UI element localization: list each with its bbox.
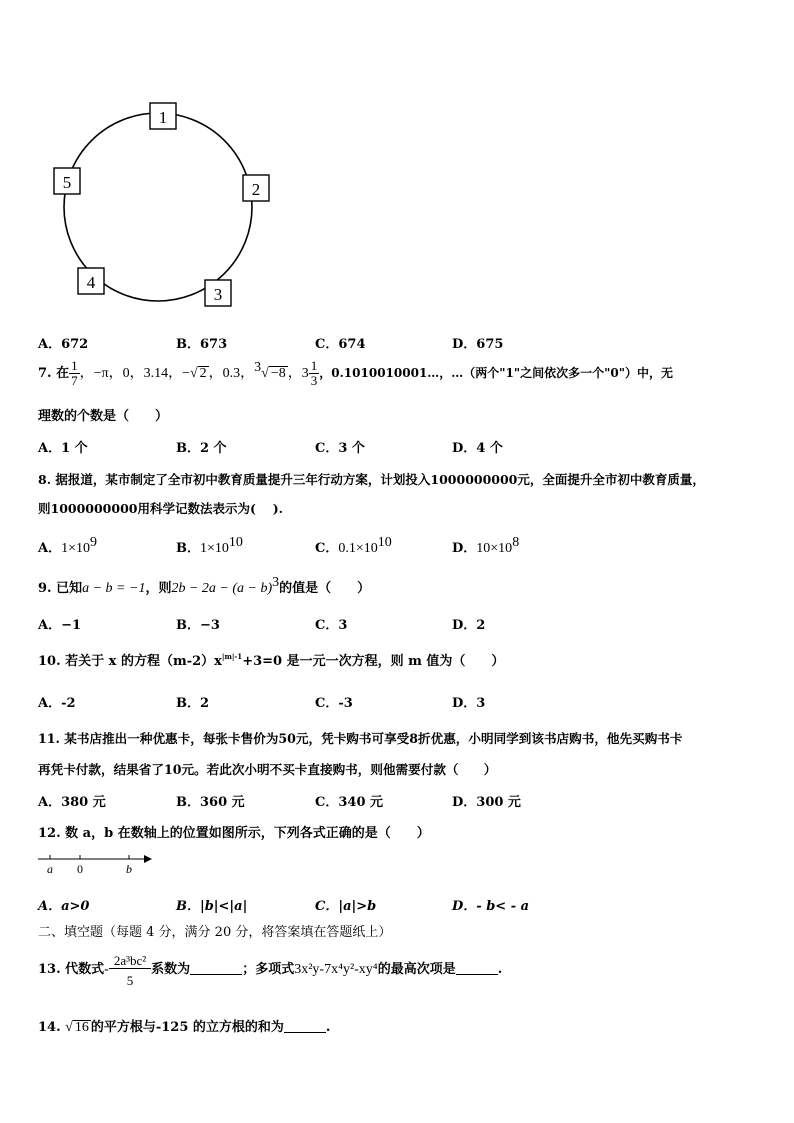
q14-number: 14. [38, 1020, 66, 1035]
diagram-box-5 [54, 168, 80, 194]
q11-line2: 再凭卡付款，结果省了10元。若此次小明不买卡直接购书，则他需要付款（ ） [38, 762, 497, 777]
q8-option-a-base: 1×10 [61, 541, 90, 556]
q8-option-d-base: 10×10 [476, 541, 513, 556]
q11-option-d: D．300 元 [452, 795, 521, 810]
q11-option-c: C．340 元 [315, 795, 384, 810]
q8-option-c-label: C． [315, 541, 339, 556]
q7-list-b: ，0.3， [208, 366, 255, 381]
q9-expression: 2b − 2a − (a − b) [171, 581, 273, 596]
circle-diagram [40, 95, 290, 315]
q13-prefix: 13. 代数式 [38, 962, 105, 977]
q6-option-d: D．675 [452, 337, 504, 352]
q7-cbrt-val: −8 [270, 366, 286, 381]
diagram-box-1 [150, 103, 176, 129]
diagram-label-5: 5 [62, 173, 72, 192]
q11-option-b: B．360 元 [176, 795, 245, 810]
q8-option-a-exp: 9 [90, 535, 97, 550]
q8-option-a-label: A． [38, 541, 62, 556]
section-heading: 二、填空题（每题 4 分，满分 20 分，将答案填在答题纸上） [38, 925, 392, 940]
q11-line1: 11. 某书店推出一种优惠卡，每张卡售价为50元，凭卡购书可享受8折优惠，小明同学到该书店购书，他先买购书卡 [38, 731, 683, 746]
q10-option-a: A．-2 [38, 696, 76, 711]
q6-option-c: C．674 [315, 337, 366, 352]
q9-prefix: 9. 已知 [38, 581, 83, 596]
q8-option-c [315, 537, 392, 557]
q13-line [38, 954, 502, 988]
q14-sqrt-sign: √ [65, 1020, 73, 1035]
q10-text-b: +3=0 是一元一次方程，则 m 值为（ ） [242, 654, 505, 669]
q9-exp: 3 [272, 575, 280, 590]
q7-tail: ，0.1010010001…，…（两个"1"之间依次多一个"0"）中，无 [319, 366, 673, 380]
q7-option-a: A．1 个 [38, 441, 88, 456]
diagram-label-4: 4 [86, 273, 96, 292]
q8-line2: 则1000000000用科学记数法表示为( ). [38, 501, 284, 516]
q7-option-b: B．2 个 [176, 441, 227, 456]
q7-neg: − [182, 366, 190, 381]
q12-line: 12. 数 a，b 在数轴上的位置如图所示，下列各式正确的是（ ） [38, 826, 430, 841]
q13-blank-1[interactable] [190, 962, 242, 975]
q8-option-d [452, 537, 519, 557]
q13-blank-2[interactable] [456, 962, 498, 975]
q7-frac-den: 7 [71, 373, 78, 388]
q7-sqrt-sign: √ [189, 366, 198, 381]
diagram-box-2 [243, 175, 269, 201]
q8-option-b [176, 537, 243, 557]
q13-end: . [497, 962, 503, 977]
q7-mixed-fraction [309, 359, 320, 388]
q7-option-c: C．3 个 [315, 441, 365, 456]
q14-text: 的平方根与-125 的立方根的和为 [90, 1020, 284, 1035]
q13-mid2: ；多项式 [242, 962, 295, 977]
q12-axis-label-a: a [47, 862, 53, 876]
q13-tail: 的最高次项是 [377, 962, 456, 977]
diagram-label-1: 1 [158, 108, 168, 127]
q8-option-d-label: D． [452, 541, 477, 556]
diagram-label-3: 3 [213, 285, 223, 304]
q13-frac-num: 2a³bc² [109, 954, 151, 969]
q11-option-a: A．380 元 [38, 795, 106, 810]
q9-option-a: A．−1 [38, 618, 82, 633]
diagram-label-2: 2 [251, 180, 261, 199]
q10-option-d: D．3 [452, 696, 486, 711]
q8-option-b-label: B． [176, 541, 200, 556]
q12-option-b: B．|b|<|a| [176, 899, 248, 914]
q7-prefix: 7. 在 [38, 366, 70, 381]
q10-option-c: C．-3 [315, 696, 353, 711]
diagram-box-4 [78, 268, 104, 294]
q8-option-d-exp: 8 [512, 535, 520, 550]
q12-option-a: A．a>0 [38, 899, 90, 914]
q9-suffix: 的值是（ ） [279, 581, 371, 596]
q7-line2: 理数的个数是（ ） [38, 409, 169, 424]
q8-option-b-base: 1×10 [200, 541, 229, 556]
diagram-box-3 [205, 280, 231, 306]
q7-sqrt-val: 2 [199, 366, 207, 381]
q7-mixed-den: 3 [310, 373, 318, 388]
q13-mid: 系数为 [151, 962, 191, 977]
q10-exp: |m|-1 [221, 652, 243, 661]
q12-axis-label-b: b [126, 862, 132, 876]
q8-option-a [38, 537, 97, 557]
q14-end: . [325, 1020, 331, 1035]
q14-line [38, 1016, 330, 1036]
q7-list-a: ，−π，0，3.14， [79, 366, 183, 381]
q9-mid: ，则 [145, 581, 172, 596]
q13-frac-den: 5 [126, 973, 134, 988]
q10-line [38, 650, 504, 669]
q14-blank[interactable] [284, 1020, 326, 1033]
q7-option-d: D．4 个 [452, 441, 503, 456]
q14-sqrt-val: 16 [74, 1020, 89, 1035]
q7-cbrt-sign: √ [261, 366, 269, 381]
q13-fraction [109, 954, 151, 988]
q12-axis-label-0: 0 [77, 862, 83, 876]
q8-option-b-exp: 10 [228, 535, 243, 550]
q10-text-a: 10. 若关于 x 的方程（m-2）x [38, 654, 222, 669]
q7-mixed-num: 1 [310, 358, 318, 373]
q7-cbrt-index: 3 [254, 360, 262, 375]
q12-option-c: C．|a|>b [315, 899, 377, 914]
q7-frac-num: 1 [71, 358, 78, 373]
q9-condition: a − b = −1 [82, 581, 146, 596]
q9-option-b: B．−3 [176, 618, 220, 633]
q12-option-d: D．- b< - a [452, 899, 530, 914]
q7-line1 [38, 359, 673, 388]
q13-neg: - [104, 962, 109, 977]
q10-option-b: B．2 [176, 696, 210, 711]
q8-option-c-exp: 10 [377, 535, 392, 550]
q7-mixed-whole: ，3 [287, 366, 309, 381]
q12-number-line [36, 850, 156, 878]
q6-option-a: A．672 [38, 337, 89, 352]
q8-option-c-base: 0.1×10 [338, 541, 378, 556]
q9-line [38, 577, 370, 597]
q13-poly: 3x²y-7x⁴y²-xy⁴ [294, 962, 378, 977]
q9-option-c: C．3 [315, 618, 348, 633]
q6-option-b: B．673 [176, 337, 228, 352]
q7-fraction [69, 359, 80, 388]
q8-line1: 8. 据报道，某市制定了全市初中教育质量提升三年行动方案，计划投入1000000000元，全面提升全市初中教育质量， [38, 472, 705, 487]
q9-option-d: D．2 [452, 618, 486, 633]
